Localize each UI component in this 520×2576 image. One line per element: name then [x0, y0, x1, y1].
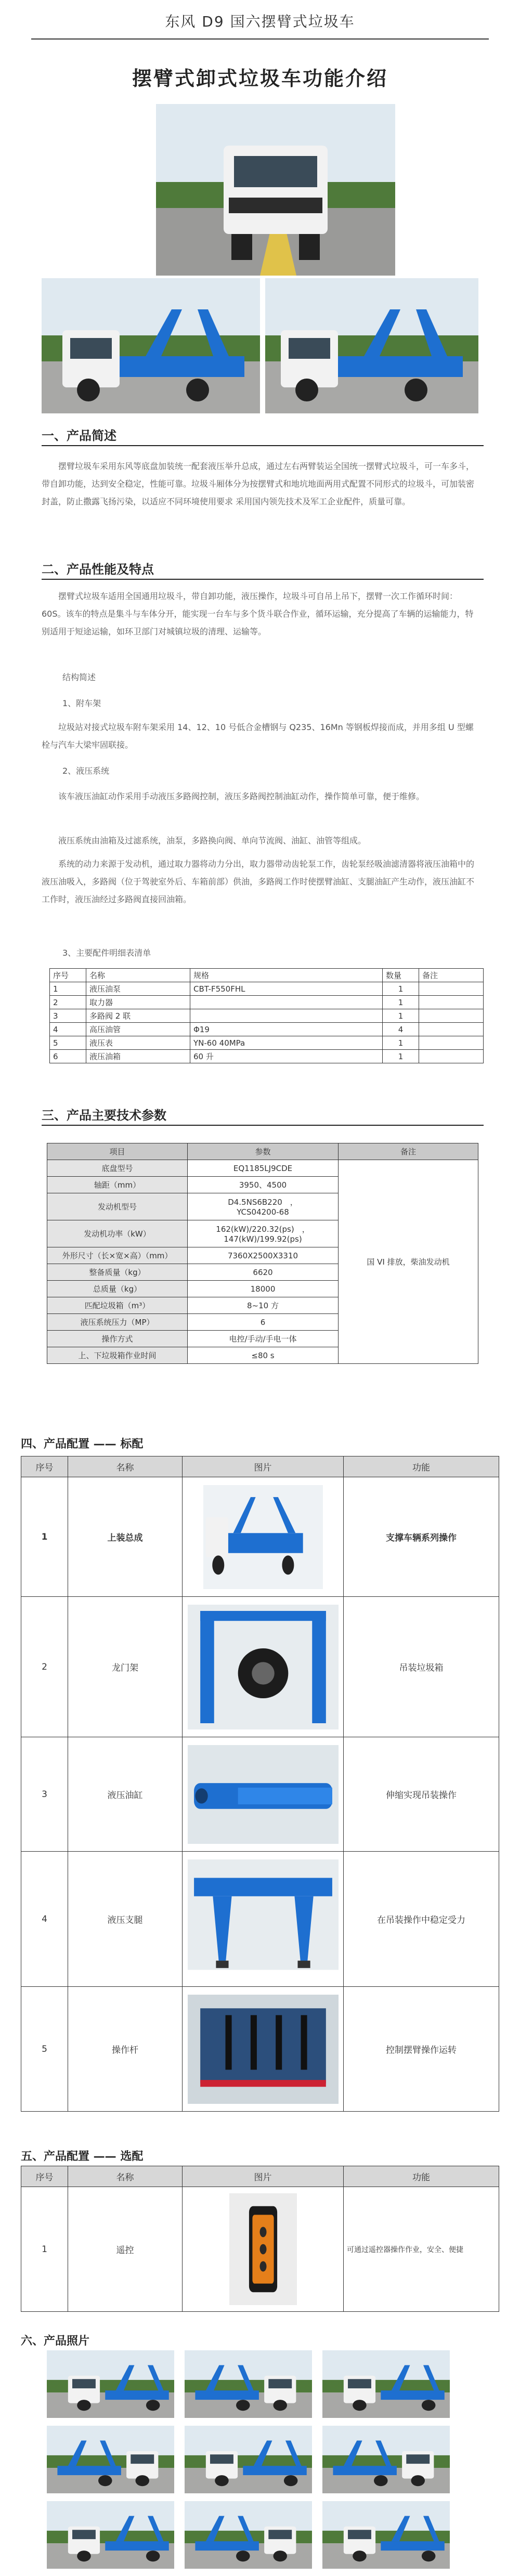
parts-row — [50, 1009, 484, 1023]
cfg-col-header: 序号 — [21, 1456, 68, 1477]
parts-cell: 液压表 — [86, 1036, 190, 1050]
cfg-col-header: 名称 — [68, 1456, 183, 1477]
brand-title: 东风 D9 国六摆臂式垃圾车 — [165, 13, 355, 30]
config-name-cell: 操作杆 — [68, 1987, 183, 2112]
section-2-title-text: 二、产品性能及特点 — [42, 562, 154, 577]
parts-cell: CBT-F550FHL — [190, 982, 383, 996]
section-3-title-text: 三、产品主要技术参数 — [42, 1108, 166, 1123]
section-5-title: 五、产品配置 —— 选配 — [21, 2150, 144, 2163]
spec-key-cell: 外形尺寸（长×宽×高）（mm） — [47, 1247, 188, 1264]
config-function-cell: 吊装垃圾箱 — [344, 1597, 499, 1737]
sub3-title: 3、主要配件明细表清单 — [62, 948, 151, 958]
config-image-cell — [183, 1852, 344, 1987]
sub1-text: 垃圾站对接式垃圾车附车架采用 14、12、10 号低合金槽钢与 Q235、16Mn 等钢板焊接而成，并用多组 U 型螺栓与汽车大梁牢固联接。 — [42, 722, 474, 750]
section-4-title: 四、产品配置 —— 标配 — [21, 1438, 144, 1451]
parts-cell: 4 — [50, 1023, 86, 1036]
config-name-cell: 遥控 — [68, 2187, 183, 2312]
gallery-photo — [322, 2501, 450, 2569]
spec-key-cell: 上、下垃圾箱作业时间 — [47, 1347, 188, 1364]
config-index-cell: 1 — [21, 1477, 68, 1597]
spec-value-cell: 162(kW)/220.32(ps) ， 147(kW)/199.92(ps) — [188, 1220, 339, 1247]
spec-value-cell: 6620 — [188, 1264, 339, 1281]
spec-value-cell: 18000 — [188, 1281, 339, 1297]
spec-key-cell: 轴距（mm） — [47, 1177, 188, 1193]
parts-col-header: 序号 — [50, 969, 86, 982]
config-part-photo — [188, 1745, 339, 1844]
config-function-cell: 伸缩实现吊装操作 — [344, 1737, 499, 1852]
parts-col-header: 数量 — [383, 969, 419, 982]
gallery-photo — [322, 2350, 450, 2418]
config-row — [21, 2187, 499, 2312]
sub2-text2: 液压系统由油箱及过滤系统，油泵，多路换向阀、单向节流阀、油缸、油管等组成。 — [58, 836, 367, 845]
spec-key-cell: 匹配垃圾箱（m³） — [47, 1297, 188, 1314]
spec-value-cell: 6 — [188, 1314, 339, 1331]
spec-value-cell: 8~10 方 — [188, 1297, 339, 1314]
spec-col-header: 备注 — [339, 1143, 478, 1160]
parts-cell: 取力器 — [86, 996, 190, 1009]
gallery-photo — [185, 2426, 312, 2493]
config-standard-header-row — [21, 1456, 499, 1477]
section-1-rule — [42, 445, 484, 446]
cfg-col-header: 功能 — [344, 1456, 499, 1477]
cfg-col-header: 名称 — [68, 2166, 183, 2187]
sub1-title: 1、附车架 — [62, 698, 101, 708]
structure-title: 结构简述 — [62, 672, 96, 682]
config-name-cell: 液压支腿 — [68, 1852, 183, 1987]
gallery-photo — [185, 2350, 312, 2418]
section-3-title — [42, 1105, 166, 1123]
parts-row — [50, 1036, 484, 1050]
section-6-title: 六、产品照片 — [21, 2335, 90, 2348]
top-header — [0, 10, 520, 40]
section-1-title-text: 一、产品简述 — [42, 428, 116, 443]
page-title: 摆臂式卸式垃圾车功能介绍 — [132, 67, 388, 90]
gallery-photo — [322, 2426, 450, 2493]
parts-cell — [419, 1023, 484, 1036]
sub2-text3: 系统的动力来源于发动机，通过取力器将动力分出，取力器带动齿轮泵工作，齿轮泵经吸油滤清器将液压油箱中的液压油吸入，多路阀（位于驾驶室外后、车箱前部）供油，多路阀工作时使摆臂油缸、支腿油缸产生动作，液压油缸不工作时，液压油经过多路阀直接回油箱。 — [42, 859, 475, 904]
parts-cell: 6 — [50, 1050, 86, 1063]
config-name-cell: 龙门架 — [68, 1597, 183, 1737]
spec-key-cell: 操作方式 — [47, 1331, 188, 1347]
spec-remark-cell: 国 VI 排放，柴油发动机 — [339, 1160, 478, 1364]
cfg-col-header: 序号 — [21, 2166, 68, 2187]
config-image-cell — [183, 1987, 344, 2112]
config-standard-table — [21, 1456, 499, 2112]
spec-value-cell: 电控/手动/手电一体 — [188, 1331, 339, 1347]
config-image-cell — [183, 1477, 344, 1597]
config-optional-table — [21, 2166, 499, 2312]
parts-table — [49, 968, 484, 1063]
parts-cell — [190, 1009, 383, 1023]
section-1-title — [42, 425, 116, 444]
parts-cell: 3 — [50, 1009, 86, 1023]
config-name-cell: 上装总成 — [68, 1477, 183, 1597]
config-optional-header-row — [21, 2166, 499, 2187]
spec-key-cell: 液压系统压力（MP） — [47, 1314, 188, 1331]
spec-key-cell: 发动机型号 — [47, 1193, 188, 1220]
config-name-cell: 液压油缸 — [68, 1737, 183, 1852]
hero-photo-left — [42, 278, 260, 413]
hero-photo-right — [265, 278, 478, 413]
parts-cell: YN-60 40MPa — [190, 1036, 383, 1050]
config-row — [21, 1987, 499, 2112]
spec-table — [47, 1143, 478, 1364]
config-index-cell: 5 — [21, 1987, 68, 2112]
spec-header-row — [47, 1143, 478, 1160]
parts-cell: Φ19 — [190, 1023, 383, 1036]
gallery-photo — [185, 2501, 312, 2569]
section-2-rule — [42, 579, 484, 580]
parts-row — [50, 1023, 484, 1036]
parts-row — [50, 1050, 484, 1063]
config-row — [21, 1477, 499, 1597]
config-row — [21, 1597, 499, 1737]
parts-cell: 1 — [383, 1036, 419, 1050]
cfg-col-header: 功能 — [344, 2166, 499, 2187]
parts-cell: 液压油泵 — [86, 982, 190, 996]
parts-col-header: 备注 — [419, 969, 484, 982]
parts-cell: 4 — [383, 1023, 419, 1036]
parts-cell: 60 升 — [190, 1050, 383, 1063]
parts-cell: 1 — [50, 982, 86, 996]
config-part-photo — [203, 1485, 323, 1589]
config-index-cell: 2 — [21, 1597, 68, 1737]
header-rule — [31, 38, 489, 40]
spec-value-cell: EQ1185LJ9CDE — [188, 1160, 339, 1177]
gallery-photo — [47, 2350, 174, 2418]
spec-key-cell: 整备质量（kg） — [47, 1264, 188, 1281]
section-3-rule — [42, 1125, 484, 1126]
config-function-cell: 可通过遥控器操作作业，安全、便捷 — [344, 2187, 499, 2312]
config-function-cell: 控制摆臂操作运转 — [344, 1987, 499, 2112]
parts-row — [50, 982, 484, 996]
config-index-cell: 3 — [21, 1737, 68, 1852]
parts-cell — [419, 996, 484, 1009]
config-index-cell: 1 — [21, 2187, 68, 2312]
config-index-cell: 4 — [21, 1852, 68, 1987]
remote-control-photo — [229, 2193, 297, 2305]
parts-cell: 1 — [383, 1050, 419, 1063]
parts-cell: 5 — [50, 1036, 86, 1050]
cfg-col-header: 图片 — [183, 1456, 344, 1477]
section-2-title — [42, 559, 154, 577]
config-part-photo — [188, 1605, 339, 1729]
parts-cell — [419, 982, 484, 996]
parts-cell: 1 — [383, 982, 419, 996]
spec-row — [47, 1160, 478, 1177]
spec-value-cell: D4.5NS6B220 ， YCS04200-68 — [188, 1193, 339, 1220]
config-part-photo — [188, 1995, 339, 2104]
sub2-text1: 该车液压油缸动作采用手动液压多路阀控制，液压多路阀控制油缸动作，操作简单可靠，便于维修。 — [58, 791, 425, 801]
config-image-cell — [183, 2187, 344, 2312]
gallery-photo — [47, 2426, 174, 2493]
sub2-title: 2、液压系统 — [62, 766, 110, 776]
config-row — [21, 1852, 499, 1987]
parts-cell: 多路阀 2 联 — [86, 1009, 190, 1023]
spec-key-cell: 发动机功率（kW） — [47, 1220, 188, 1247]
parts-cell — [190, 996, 383, 1009]
parts-cell — [419, 1036, 484, 1050]
gallery-photo — [47, 2501, 174, 2569]
hero-photo-front — [156, 104, 395, 276]
section-1-paragraph: 摆臂垃圾车采用东风等底盘加装统一配套液压举升总成，通过左右两臂装运全国统一摆臂式垃圾斗，可一车多斗，带自卸功能，达到安全稳定，性能可靠。垃圾斗厢体分为按摆臂式和地坑地面两用式配置不同形式的垃圾斗，可加装密封盖，防止撒露飞扬污染，以适应不同环境使用要求 采用国内领先技术及军工企业配件，质量可靠。 — [42, 461, 475, 506]
config-row — [21, 1737, 499, 1852]
parts-cell: 1 — [383, 1009, 419, 1023]
spec-key-cell: 底盘型号 — [47, 1160, 188, 1177]
config-function-cell: 支撑车辆系列操作 — [344, 1477, 499, 1597]
config-part-photo — [188, 1859, 339, 1979]
cfg-col-header: 图片 — [183, 2166, 344, 2187]
parts-cell — [419, 1050, 484, 1063]
parts-col-header: 名称 — [86, 969, 190, 982]
parts-cell: 液压油箱 — [86, 1050, 190, 1063]
section-2-paragraph: 摆臂式垃圾车适用全国通用垃圾斗，带自卸功能，液压操作，垃圾斗可自吊上吊下，摆臂一次工作循环时间：60S。该车的特点是集斗与车体分开，能实现一台车与多个货斗联合作业，循环运输，充分提高了车辆的运输能力，特别适用于短途运输，如环卫部门对城镇垃圾的清理、运输等。 — [42, 591, 474, 636]
spec-key-cell: 总质量（kg） — [47, 1281, 188, 1297]
parts-cell: 高压油管 — [86, 1023, 190, 1036]
config-image-cell — [183, 1597, 344, 1737]
config-function-cell: 在吊装操作中稳定受力 — [344, 1852, 499, 1987]
parts-header-row — [50, 969, 484, 982]
parts-cell: 2 — [50, 996, 86, 1009]
spec-value-cell: ≤80 s — [188, 1347, 339, 1364]
spec-value-cell: 3950、4500 — [188, 1177, 339, 1193]
parts-row — [50, 996, 484, 1009]
spec-value-cell: 7360X2500X3310 — [188, 1247, 339, 1264]
parts-col-header: 规格 — [190, 969, 383, 982]
parts-cell: 1 — [383, 996, 419, 1009]
spec-col-header: 项目 — [47, 1143, 188, 1160]
spec-col-header: 参数 — [188, 1143, 339, 1160]
config-image-cell — [183, 1737, 344, 1852]
parts-cell — [419, 1009, 484, 1023]
